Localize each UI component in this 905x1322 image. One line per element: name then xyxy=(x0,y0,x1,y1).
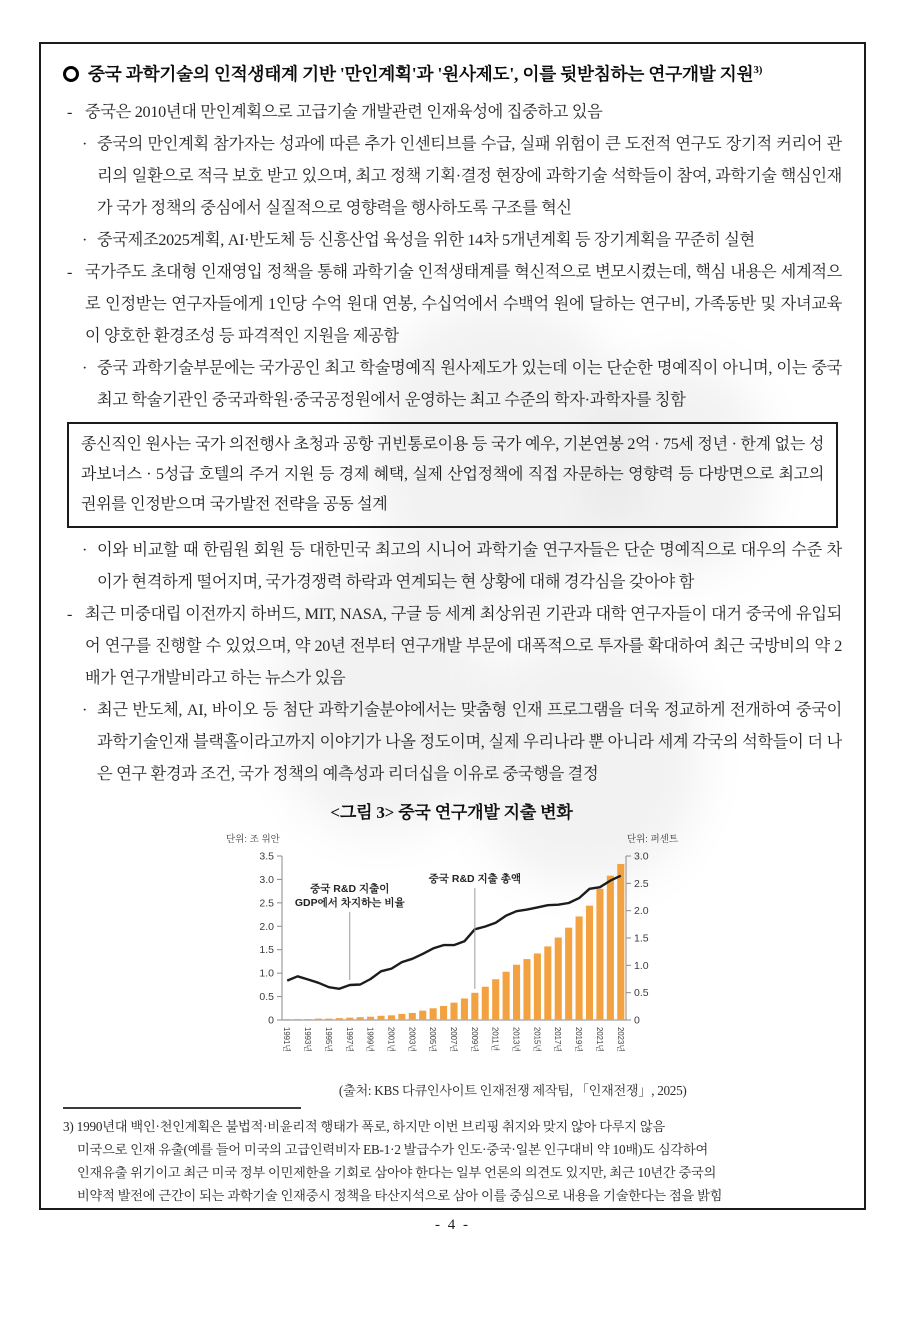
x-tick-label: 2007년 xyxy=(448,1026,458,1052)
list-item-text: 중국은 2010년대 만인계획으로 고급기술 개발관련 인재육성에 집중하고 있음 xyxy=(85,102,603,121)
bar xyxy=(502,971,509,1019)
bar xyxy=(377,1015,384,1019)
footnote-line: 비약적 발전에 근간이 되는 과학기술 인재중시 정책을 타산지석으로 삼아 이를 중심으로 내용을 기술한다는 점을 밝힘 xyxy=(77,1187,723,1203)
bar xyxy=(356,1017,363,1020)
left-tick-label: 3.5 xyxy=(258,850,274,863)
bar xyxy=(387,1015,394,1020)
list-marker: · xyxy=(82,358,88,377)
bar xyxy=(617,864,624,1020)
right-tick-label: 1.5 xyxy=(633,932,649,945)
footnote-line: 미국으로 인재 유출(예를 들어 미국의 고급인력비자 EB-1·2 발급수가 인도·중국·일본 인구대비 약 10배)도 심각하여 xyxy=(77,1141,708,1157)
bar xyxy=(471,992,478,1019)
bar xyxy=(325,1018,332,1019)
right-tick-label: 2.5 xyxy=(633,877,649,890)
list-marker: · xyxy=(82,700,88,719)
bar xyxy=(335,1018,342,1020)
right-tick-label: 1.0 xyxy=(633,959,649,972)
list-marker: - xyxy=(67,262,73,281)
list-marker: · xyxy=(82,540,88,559)
page-number: - 4 - xyxy=(435,1217,470,1233)
left-tick-label: 1.0 xyxy=(258,967,274,980)
list-item xyxy=(61,224,842,256)
right-tick-label: 3.0 xyxy=(633,850,649,863)
chart-annotation: 중국 R&D 지출 총액 xyxy=(428,872,521,885)
footnote-lines xyxy=(61,1115,842,1207)
list-item-text: 국가주도 초대형 인재영입 정책을 통해 과학기술 인적생태계를 혁신적으로 변모시켰는데, 핵심 내용은 세계적으로 인정받는 연구자들에게 1인당 수억 원대 연봉, 수십억에서 수백억 원에 달하는 연구비, 가족동반 및 자녀교육이 양호한 환경조성 등 파격적인 지원을 제공함 xyxy=(85,262,842,345)
left-tick-label: 1.5 xyxy=(258,943,274,956)
footnote-line: 인재유출 위기이고 최근 미국 정부 이민제한을 기회로 삼아야 한다는 일부 언론의 의견도 있지만, 최근 10년간 중국의 xyxy=(77,1164,717,1180)
list-item xyxy=(61,256,842,352)
list-item xyxy=(61,352,842,416)
list-marker: · xyxy=(82,230,88,249)
list-item xyxy=(61,128,842,224)
bar xyxy=(283,1019,290,1020)
bar xyxy=(304,1019,311,1020)
bar xyxy=(346,1017,353,1019)
bar xyxy=(419,1010,426,1019)
footnote-separator xyxy=(63,1107,301,1109)
right-tick-label: 0 xyxy=(633,1014,640,1027)
x-tick-label: 2015년 xyxy=(531,1026,541,1052)
bar xyxy=(481,986,488,1019)
left-tick-label: 2.5 xyxy=(258,896,274,909)
figure-3 xyxy=(217,798,687,1099)
bar xyxy=(523,959,530,1020)
callout-box: 종신직인 원사는 국가 의전행사 초청과 공항 귀빈통로이용 등 국가 예우, 기본연봉 2억 · 75세 정년 · 한계 없는 성과보너스 · 5성급 호텔의 주거 지원 등 경제 혜택, 실제 산업정책에 직접 자문하는 영향력 등 다방면으로 최고의 권위를 인정받으며 국가발전 전략을 공동 설계 xyxy=(67,422,838,528)
list-marker: - xyxy=(67,102,73,121)
bar xyxy=(533,953,540,1020)
right-tick-label: 0.5 xyxy=(633,986,649,999)
x-tick-label: 2019년 xyxy=(573,1026,583,1052)
x-tick-label: 1993년 xyxy=(302,1026,312,1052)
section-heading xyxy=(63,62,842,87)
heading-text: 중국 과학기술의 인적생태계 기반 '만인계획'과 '원사제도', 이를 뒷받침하는 연구개발 지원 xyxy=(88,64,754,84)
list-marker: · xyxy=(82,134,88,153)
bar xyxy=(544,946,551,1020)
bar xyxy=(294,1019,301,1020)
list-marker: - xyxy=(67,604,73,623)
bar xyxy=(565,927,572,1019)
footnote-section xyxy=(61,1107,842,1207)
list-item xyxy=(61,534,842,598)
x-tick-label: 2021년 xyxy=(594,1026,604,1052)
x-tick-label: 1995년 xyxy=(323,1026,333,1052)
bar xyxy=(314,1018,321,1019)
bar xyxy=(429,1008,436,1020)
left-tick-label: 0 xyxy=(267,1014,274,1027)
left-tick-label: 3.0 xyxy=(258,873,274,886)
x-tick-label: 1997년 xyxy=(344,1026,354,1052)
list-item xyxy=(61,694,842,790)
x-tick-label: 2009년 xyxy=(469,1026,479,1052)
bar xyxy=(492,979,499,1020)
bar xyxy=(585,905,592,1019)
footnote-ref: 3) xyxy=(753,64,763,77)
figure-title: <그림 3> 중국 연구개발 지출 변화 xyxy=(330,802,573,822)
section-heading-text xyxy=(88,62,762,87)
x-tick-label: 2013년 xyxy=(511,1026,521,1052)
rd-spending-chart xyxy=(222,830,682,1080)
bar xyxy=(367,1016,374,1019)
list-item-text: 중국제조2025계획, AI·반도체 등 신흥산업 육성을 위한 14차 5개년계획 등 장기계획을 꾸준히 실현 xyxy=(97,230,755,249)
bar xyxy=(408,1013,415,1020)
x-tick-label: 2005년 xyxy=(427,1026,437,1052)
bar xyxy=(440,1006,447,1020)
list-item-text: 중국의 만인계획 참가자는 성과에 따른 추가 인센티브를 수급, 실패 위험이 큰 도전적 연구도 장기적 커리어 관리의 일환으로 적극 보호 받고 있으며, 최고 정책 기획·결정 현장에 과학기술 석학들이 참여, 과학기술 핵심인재가 국가 정책의 중심에서 실질적으로 영향력을 행사하도록 구조를 혁신 xyxy=(97,134,842,217)
left-tick-label: 0.5 xyxy=(258,990,274,1003)
chart-annotation: 중국 R&D 지출이 xyxy=(309,882,389,895)
list-item-text: 중국 과학기술부문에는 국가공인 최고 학술명예직 원사제도가 있는데 이는 단순한 명예직이 아니며, 이는 중국 최고 학술기관인 중국과학원·중국공정원에서 운영하는 최고 수준의 학자·과학자를 칭함 xyxy=(97,358,842,409)
body-blocks xyxy=(61,96,842,790)
right-tick-label: 2.0 xyxy=(633,904,649,917)
left-tick-label: 2.0 xyxy=(258,920,274,933)
bar xyxy=(460,998,467,1020)
list-item xyxy=(61,96,842,128)
bar xyxy=(575,916,582,1020)
bar xyxy=(513,964,520,1019)
bar xyxy=(554,937,561,1019)
footnote-line: 3) 1990년대 백인·천인계획은 불법적·비윤리적 행태가 폭로, 하지만 이번 브리핑 취지와 맞지 않아 다루지 않음 xyxy=(63,1118,666,1134)
x-tick-label: 2017년 xyxy=(552,1026,562,1052)
list-item xyxy=(61,598,842,694)
circle-bullet-icon xyxy=(63,66,79,82)
rd-chart-svg xyxy=(222,830,682,1080)
unit-right-label: 단위: 퍼센트 xyxy=(626,833,678,845)
x-tick-label: 1991년 xyxy=(281,1026,291,1052)
document-page-frame xyxy=(39,42,866,1210)
x-tick-label: 2003년 xyxy=(406,1026,416,1052)
x-tick-label: 1999년 xyxy=(365,1026,375,1052)
bar xyxy=(596,888,603,1019)
list-item-text: 이와 비교할 때 한림원 회원 등 대한민국 최고의 시니어 과학기술 연구자들은 단순 명예직으로 대우의 수준 차이가 현격하게 떨어지며, 국가경쟁력 하락과 연계되는 현 상황에 대해 경각심을 갖아야 함 xyxy=(97,540,842,591)
bar xyxy=(606,875,613,1019)
x-tick-label: 2011년 xyxy=(490,1026,500,1051)
bar xyxy=(450,1002,457,1019)
unit-left-label: 단위: 조 위안 xyxy=(225,833,280,845)
list-item-text: 최근 미중대립 이전까지 하버드, MIT, NASA, 구글 등 세계 최상위권 기관과 대학 연구자들이 대거 중국에 유입되어 연구를 진행할 수 있었으며, 약 20년 전부터 연구개발 부문에 대폭적으로 투자를 확대하여 최근 국방비의 약 2배가 연구개발비라고 하는 뉴스가 있음 xyxy=(85,604,842,687)
x-tick-label: 2001년 xyxy=(385,1026,395,1052)
x-tick-label: 2023년 xyxy=(615,1026,625,1052)
figure-source: (출처: KBS 다큐인사이트 인재전쟁 제작팀, 「인재전쟁」, 2025) xyxy=(338,1082,687,1098)
list-item-text: 최근 반도체, AI, 바이오 등 첨단 과학기술분야에서는 맞춤형 인재 프로그램을 더욱 정교하게 전개하여 중국이 과학기술인재 블랙홀이라고까지 이야기가 나올 정도이며, 실제 우리나라 뿐 아니라 세계 각국의 석학들이 더 나은 연구 환경과 조건, 국가 정책의 예측성과 리더십을 이유로 중국행을 결정 xyxy=(97,700,842,783)
bar xyxy=(398,1014,405,1020)
chart-annotation: GDP에서 차지하는 비율 xyxy=(294,896,405,909)
page-content xyxy=(61,62,842,1207)
